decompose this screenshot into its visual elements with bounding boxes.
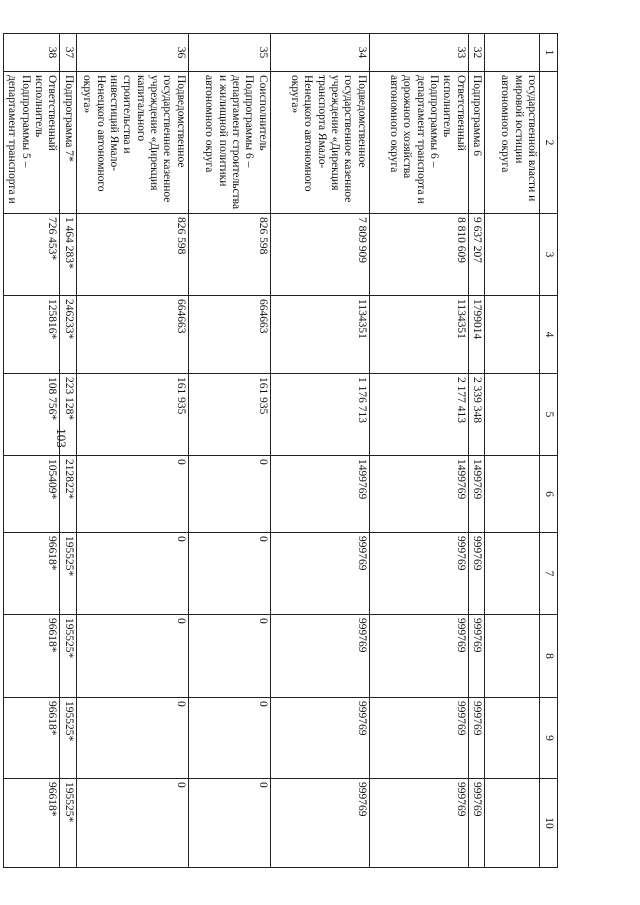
row-number-cell	[485, 34, 540, 72]
value-line: 246233*	[62, 299, 75, 340]
table-row	[60, 34, 76, 868]
row-name-cell: Подведомственное государственное казенное учреждение «Дирекция капитального строительства и инвестиций Ямало-Ненецкого автономного округа»	[76, 72, 188, 214]
value-cell	[60, 214, 76, 296]
value-cell	[60, 456, 76, 533]
value-cell	[485, 615, 540, 698]
value-cell	[270, 615, 369, 698]
value-cell	[60, 533, 76, 615]
value-line: 1 464 283*	[62, 217, 75, 269]
value-cell	[369, 779, 468, 868]
value-cell	[485, 533, 540, 615]
row-number-cell: 34	[270, 34, 369, 72]
header-cell: 5	[540, 374, 558, 456]
value-cell	[270, 214, 369, 296]
row-number-cell: 38	[4, 34, 60, 72]
value-line: 108 756*	[46, 377, 59, 421]
budget-table	[3, 33, 558, 868]
page-number: 103	[54, 428, 69, 448]
value-line: 1499769	[454, 459, 467, 500]
value-line: 96618*	[46, 536, 59, 571]
table-row	[468, 34, 484, 868]
value-line: 2 339 348	[471, 377, 483, 423]
value-line: 999769	[355, 618, 368, 653]
row-name-cell: государственной власти и мировой юстиции автономного округа	[485, 72, 540, 214]
value-line: 0	[174, 701, 187, 707]
value-cell	[4, 779, 60, 868]
value-cell	[76, 456, 188, 533]
value-line: 161 935	[256, 377, 269, 415]
table-row	[4, 34, 60, 868]
value-line: 96618*	[46, 782, 59, 817]
value-line: 1499769	[355, 459, 368, 500]
value-line: 9 637 207	[471, 217, 483, 263]
row-name-cell: Соисполнитель Подпрограммы 6 – департамент строительства и жилищной политики автономного округа	[188, 72, 270, 214]
value-line: 0	[256, 782, 269, 788]
value-line: 999769	[471, 701, 483, 736]
value-line: 96618*	[46, 618, 59, 653]
value-cell	[270, 698, 369, 779]
value-line: 999769	[454, 536, 467, 571]
value-line: 195525*	[62, 701, 75, 742]
value-cell	[76, 615, 188, 698]
value-cell	[188, 615, 270, 698]
value-cell	[188, 214, 270, 296]
value-line: 999769	[471, 536, 483, 571]
value-line: 0	[256, 701, 269, 707]
value-cell	[60, 779, 76, 868]
row-name-cell: Подведомственное государственное казенное учреждение «Дирекция транспорта Ямало-Ненецкого автономного округа»	[270, 72, 369, 214]
value-cell	[4, 698, 60, 779]
value-cell	[468, 698, 484, 779]
value-cell	[4, 533, 60, 615]
value-line: 999769	[355, 782, 368, 817]
value-line: 223 128*	[62, 377, 75, 421]
value-cell	[60, 374, 76, 456]
row-name-cell: Ответственный исполнитель Подпрограммы 6 – департамент транспорта и дорожного хозяйства автономного округа	[369, 72, 468, 214]
value-cell	[485, 374, 540, 456]
table-row	[76, 34, 188, 868]
value-cell	[468, 615, 484, 698]
value-line: 0	[174, 536, 187, 542]
value-cell	[188, 779, 270, 868]
value-cell	[4, 615, 60, 698]
header-cell: 10	[540, 779, 558, 868]
table-row	[369, 34, 468, 868]
value-cell	[188, 698, 270, 779]
value-line: 1 176 713	[355, 377, 368, 423]
value-cell	[60, 296, 76, 374]
value-line: 195525*	[62, 782, 75, 823]
value-cell	[369, 374, 468, 456]
row-name-cell: Подпрограмма 7*	[60, 72, 76, 214]
value-cell	[369, 214, 468, 296]
value-line: 0	[256, 459, 269, 465]
value-cell	[485, 214, 540, 296]
header-cell: 2	[540, 72, 558, 214]
value-line: 8 810 609	[454, 217, 467, 263]
header-cell: 1	[540, 34, 558, 72]
value-cell	[60, 698, 76, 779]
header-cell: 4	[540, 296, 558, 374]
value-cell	[76, 374, 188, 456]
value-cell	[369, 296, 468, 374]
row-name-cell: Ответственный исполнитель Подпрограммы 5 – департамент транспорта и	[4, 72, 60, 214]
value-line: 999769	[355, 536, 368, 571]
value-line: 7 809 909	[355, 217, 368, 263]
value-line: 999769	[471, 782, 483, 817]
value-cell	[4, 214, 60, 296]
value-line: 1134351	[355, 299, 368, 339]
row-number-cell: 33	[369, 34, 468, 72]
value-cell	[468, 374, 484, 456]
value-cell	[485, 779, 540, 868]
value-cell	[270, 779, 369, 868]
value-cell	[485, 456, 540, 533]
table-row	[270, 34, 369, 868]
value-cell	[369, 456, 468, 533]
header-cell: 6	[540, 456, 558, 533]
value-line: 999769	[454, 782, 467, 817]
value-line: 0	[256, 618, 269, 624]
value-cell	[369, 615, 468, 698]
value-line: 999769	[454, 701, 467, 736]
value-cell	[76, 533, 188, 615]
value-cell	[485, 296, 540, 374]
value-cell	[4, 456, 60, 533]
value-line: 0	[174, 618, 187, 624]
row-number-cell: 32	[468, 34, 484, 72]
value-cell	[485, 698, 540, 779]
value-cell	[369, 533, 468, 615]
value-line: 195525*	[62, 536, 75, 577]
value-cell	[270, 374, 369, 456]
table-header-row	[540, 34, 558, 868]
value-cell	[76, 214, 188, 296]
value-cell	[468, 456, 484, 533]
value-cell	[4, 374, 60, 456]
value-cell	[76, 779, 188, 868]
value-line: 2 177 413	[454, 377, 467, 423]
value-line: 999769	[355, 701, 368, 736]
table-row	[188, 34, 270, 868]
table-body	[4, 34, 558, 868]
value-cell	[270, 296, 369, 374]
value-line: 105409*	[46, 459, 59, 500]
value-cell	[76, 698, 188, 779]
value-cell	[60, 615, 76, 698]
value-line: 125816*	[46, 299, 59, 340]
header-cell: 8	[540, 615, 558, 698]
value-line: 161 935	[174, 377, 187, 415]
value-cell	[468, 214, 484, 296]
value-cell	[468, 779, 484, 868]
value-cell	[4, 296, 60, 374]
row-number-cell: 37	[60, 34, 76, 72]
value-cell	[188, 456, 270, 533]
value-cell	[188, 296, 270, 374]
row-name-cell: Подпрограмма 6	[468, 72, 484, 214]
row-number-cell: 35	[188, 34, 270, 72]
value-line: 0	[174, 459, 187, 465]
value-line: 664663	[174, 299, 187, 334]
value-line: 999769	[454, 618, 467, 653]
value-cell	[188, 533, 270, 615]
value-cell	[270, 456, 369, 533]
value-line: 1499769	[471, 459, 483, 500]
row-number-cell: 36	[76, 34, 188, 72]
value-cell	[270, 533, 369, 615]
value-cell	[76, 296, 188, 374]
value-cell	[369, 698, 468, 779]
header-cell: 3	[540, 214, 558, 296]
value-line: 826 598	[174, 217, 187, 255]
value-line: 195525*	[62, 618, 75, 659]
value-line: 664663	[256, 299, 269, 334]
table-row	[485, 34, 540, 868]
value-line: 1799014	[471, 299, 483, 340]
value-cell	[468, 296, 484, 374]
value-line: 0	[256, 536, 269, 542]
value-cell	[468, 533, 484, 615]
value-cell	[188, 374, 270, 456]
value-line: 999769	[471, 618, 483, 653]
header-cell: 9	[540, 698, 558, 779]
header-cell: 7	[540, 533, 558, 615]
value-line: 1134351	[454, 299, 467, 339]
value-line: 0	[174, 782, 187, 788]
value-line: 826 598	[256, 217, 269, 255]
value-line: 96618*	[46, 701, 59, 736]
value-line: 726 453*	[46, 217, 59, 261]
value-line: 212822*	[62, 459, 75, 500]
